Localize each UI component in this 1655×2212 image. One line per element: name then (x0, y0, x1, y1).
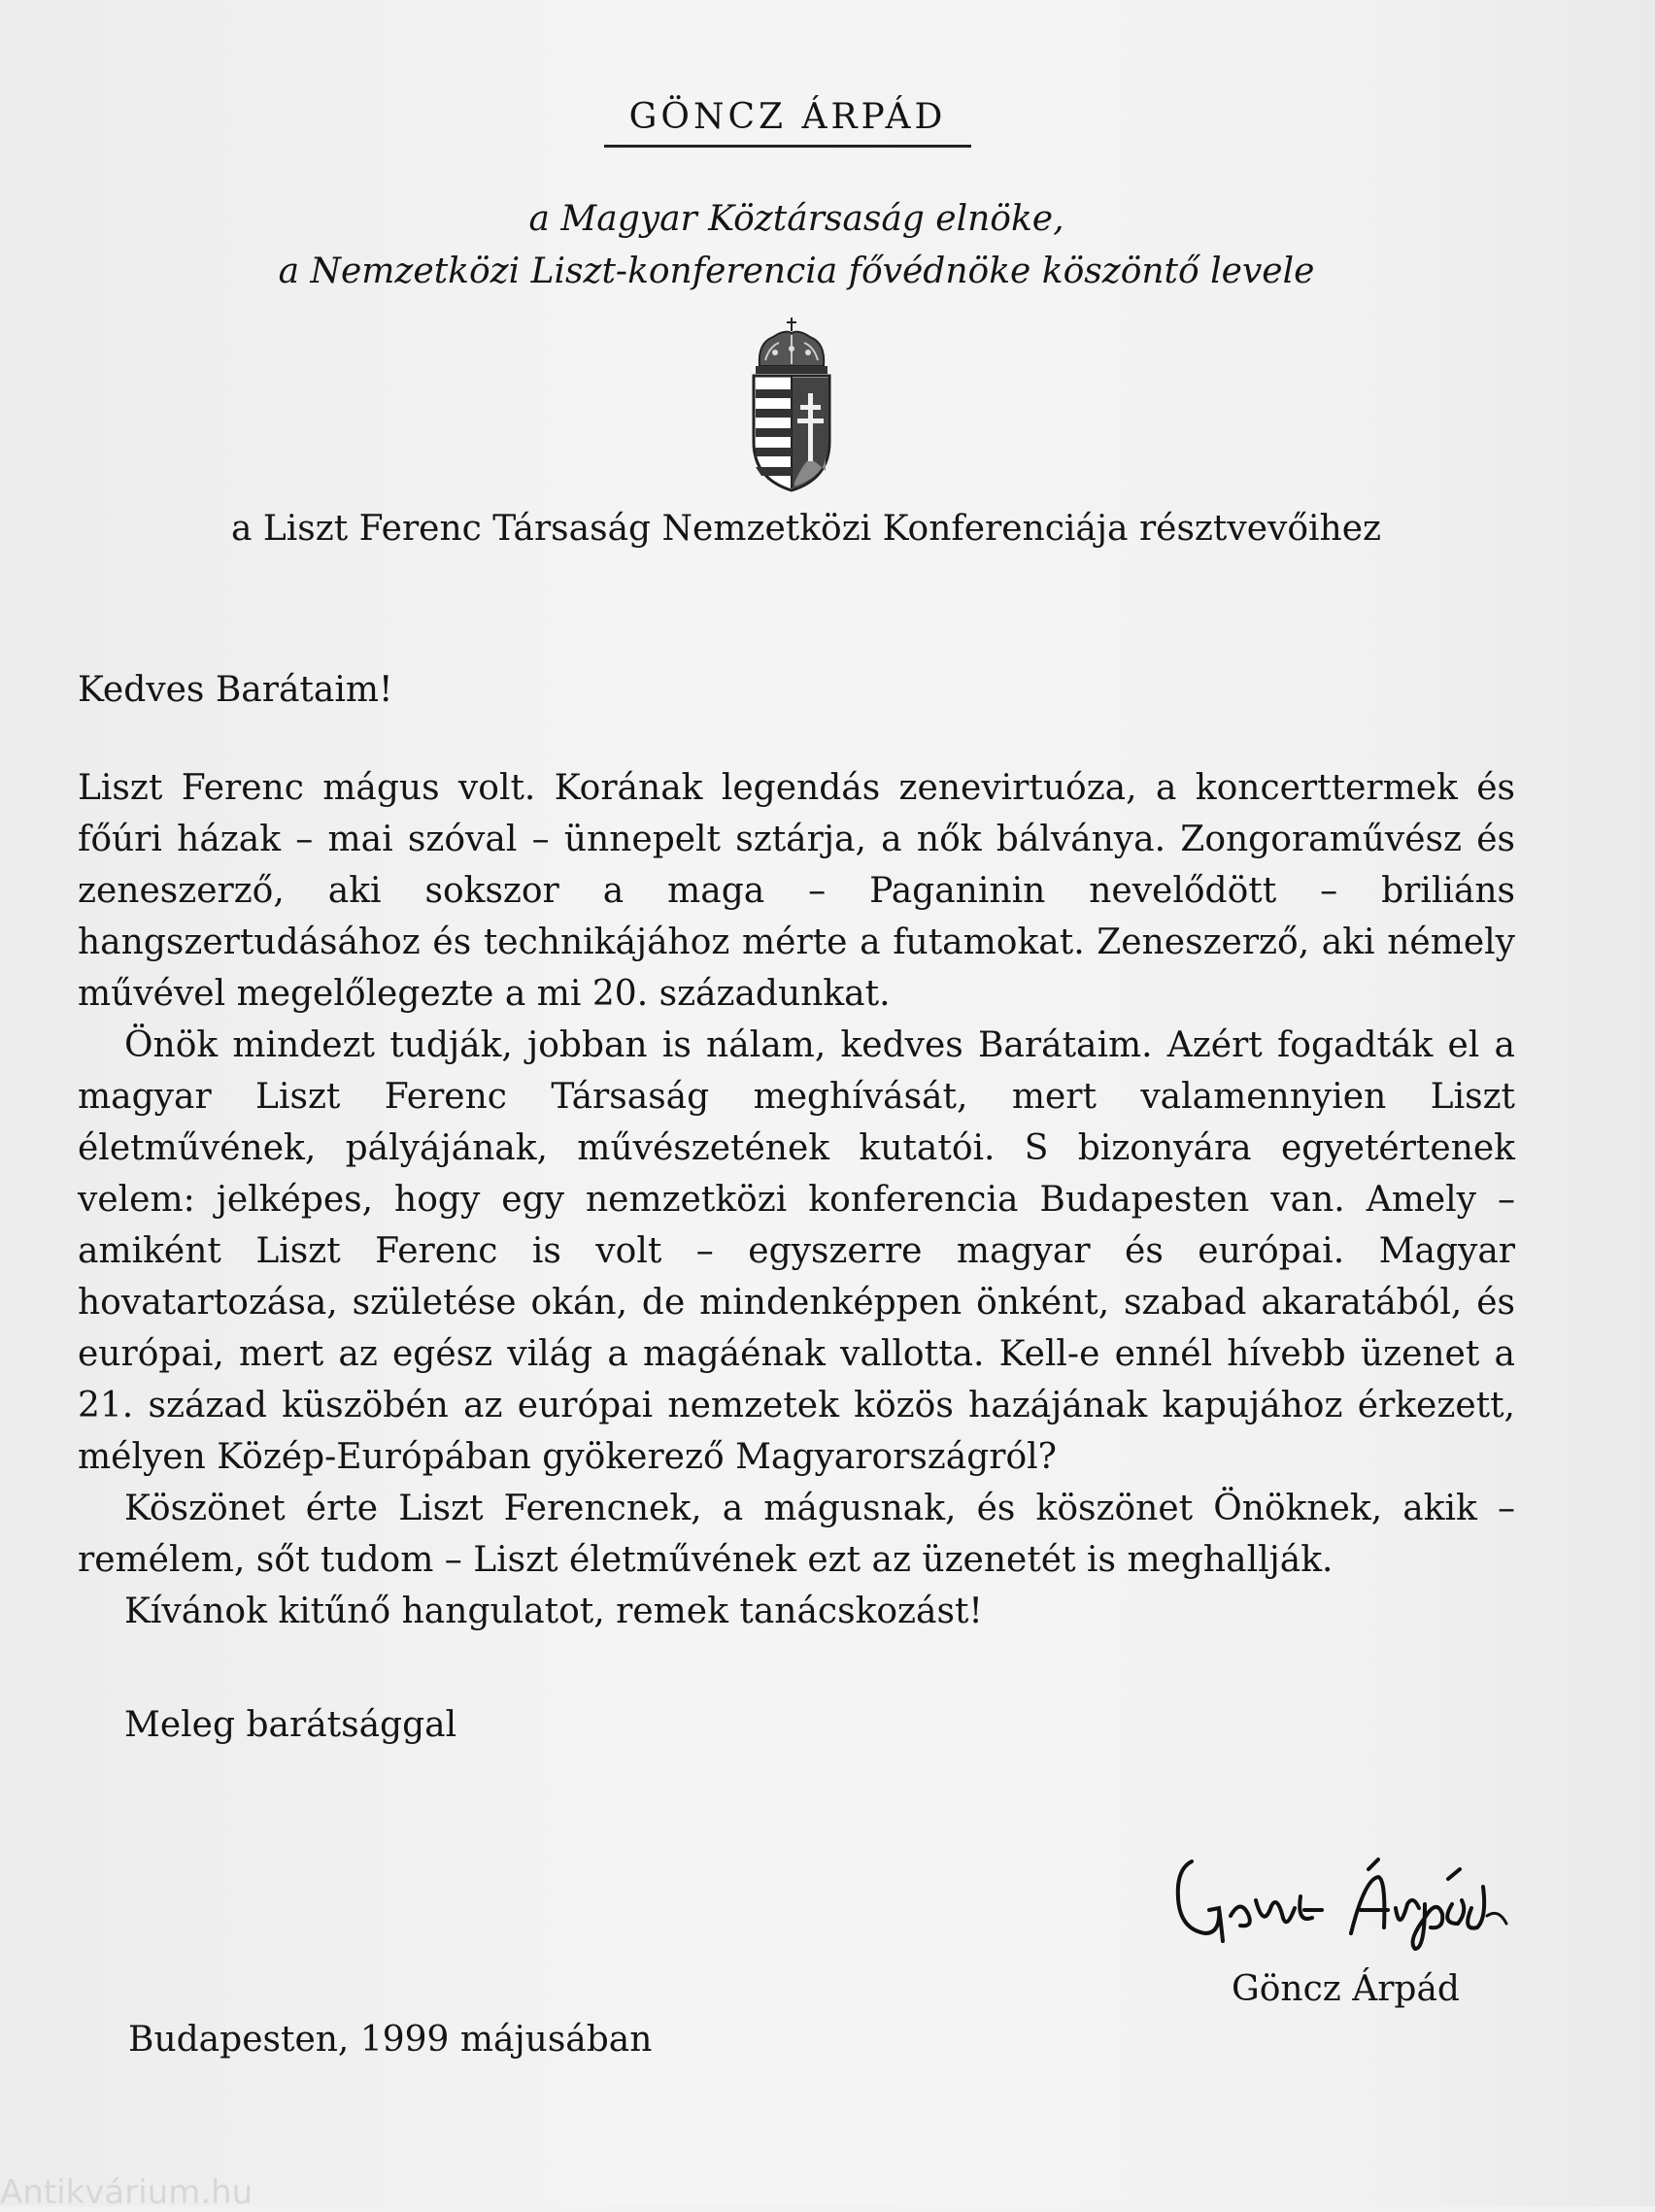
subtitle-line-1: a Magyar Köztársaság elnöke, (528, 199, 1064, 239)
paragraph-3: Köszönet érte Liszt Ferencnek, a mágusnak, és köszönet Önöknek, akik – remélem, sőt tudom – Liszt életművének ezt az üzenetét is meghallják. (78, 1489, 1515, 1580)
hungarian-coat-of-arms-icon (746, 316, 837, 492)
subtitle-line-2: a Nemzetközi Liszt-konferencia fővédnöke köszöntő levele (278, 251, 1315, 291)
address-line: a Liszt Ferenc Társaság Nemzetközi Konferenciája résztvevőihez (230, 509, 1381, 549)
signer-name: Göncz Árpád (1232, 1969, 1460, 2009)
paragraph-2: Önök mindezt tudják, jobban is nálam, kedves Barátaim. Azért fogadták el a magyar Liszt Ferenc Társaság meghívását, mert valamennyien Liszt életművének, pályájának, művészetének kutatói. S bizonyára egyetértenek velem: jelképes, hogy egy nemzetközi konferencia Budapesten van. Amely – amiként Liszt Ferenc is volt – egyszerre magyar és európai. Magyar hovatartozása, születése okán, de mindenképpen önként, szabad akaratából, és európai, mert az egész világ a magáénak vallotta. Kell-e ennél hívebb üzenet a 21. század küszöbén az európai nemzetek közös hazájának kapujához érkezett, mélyen Közép-Európában gyökerező Magyarországról? (78, 1025, 1515, 1477)
salutation: Kedves Barátaim! (78, 670, 393, 710)
paragraph-4: Kívánok kitűnő hangulatot, remek tanácskozást! (124, 1592, 983, 1631)
letter-body (78, 762, 1515, 1637)
paragraph-1: Liszt Ferenc mágus volt. Korának legendás zenevirtuóza, a koncerttermek és főúri házak – mai szóval – ünnepelt sztárja, a nők bálványa. Zongoraművész és zeneszerző, aki sokszor a maga – Paganinin nevelődött – briliáns hangszertudásához és technikájához mérte a futamokat. Zeneszerző, aki némely művével megelőlegezte a mi 20. századunkat. (78, 768, 1515, 1014)
closing: Meleg barátsággal (124, 1705, 457, 1745)
signature-image (1170, 1840, 1520, 1957)
author-name-heading: GÖNCZ ÁRPÁD (604, 97, 971, 148)
watermark: Antikvárium.hu (0, 2173, 253, 2212)
place-and-date: Budapesten, 1999 májusában (128, 2020, 653, 2060)
